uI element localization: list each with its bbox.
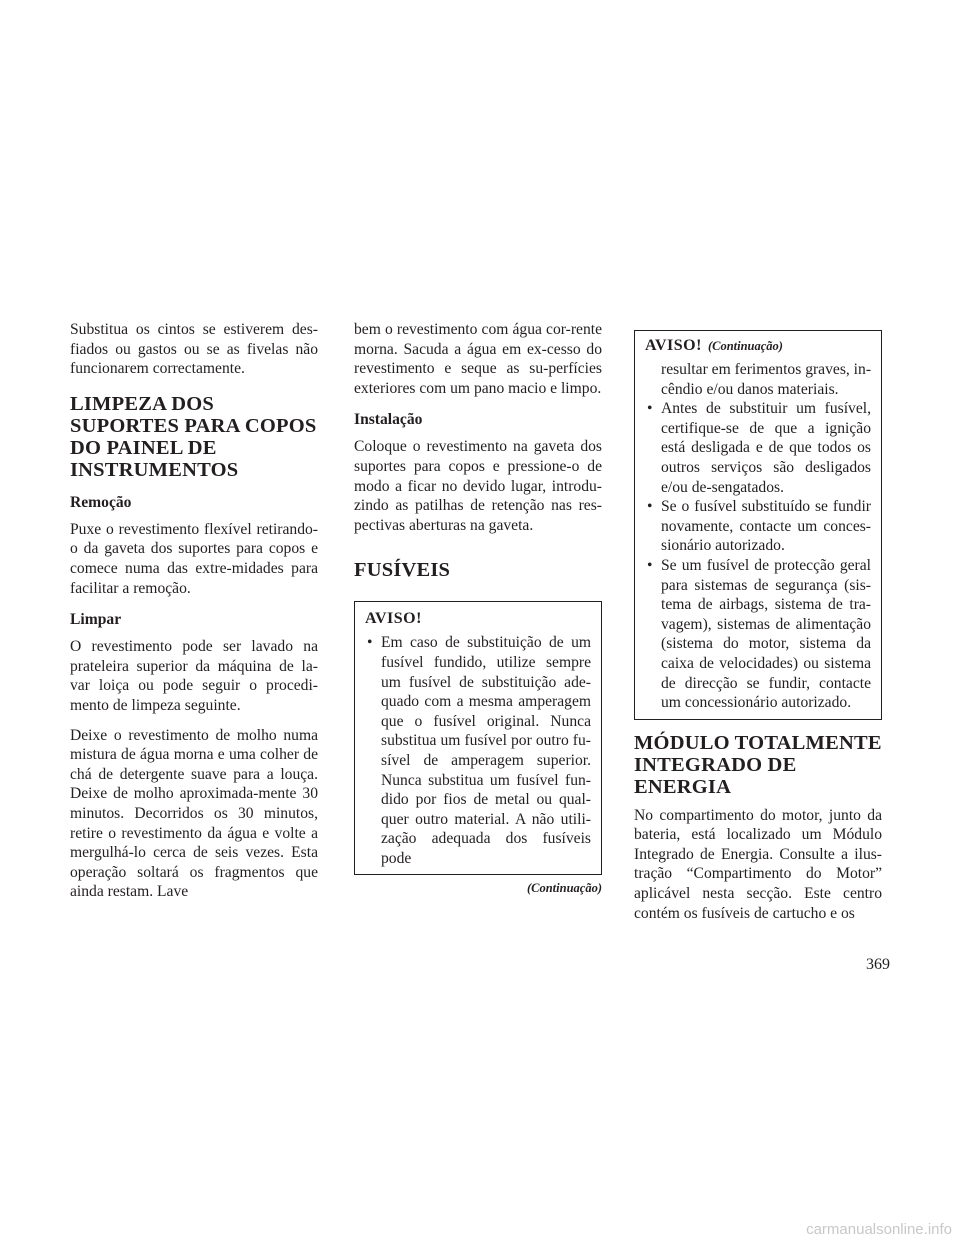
warning-list xyxy=(365,633,591,868)
warning-item: • Em caso de substituição de um fusível fundido, utilize sempre um fusível de substituição ade-quado com a mesma amperagem que o fusível original. Nunca substitua um fusível por outro fu-sível de amperagem superior. Nunca substitua um fusível fun-dido por fios de metal ou qual-quer outro material. A não utili-zação adequada dos fusíveis pode xyxy=(365,633,591,868)
power-module-paragraph: No compartimento do motor, junto da bateria, está localizado um Módulo Integrado de Energia. Consulte a ilus-tração “Compartimento do Motor” aplicável nesta secção. Este centro contém os fusíveis de cartucho e os xyxy=(634,806,882,922)
removal-paragraph: Puxe o revestimento flexível retirando-o da gaveta dos suportes para copos e comece numa das extre-midades para facilitar a remoção. xyxy=(70,520,318,597)
subheading-install: Instalação xyxy=(354,411,423,429)
warning-list-continued xyxy=(645,399,871,713)
section-heading-cupholder: LIMPEZA DOS SUPORTES PARA COPOS DO PAINEL DE INSTRUMENTOS xyxy=(70,392,317,481)
subheading-clean: Limpar xyxy=(70,611,122,629)
warning-title-text: AVISO! xyxy=(645,337,702,354)
subheading-removal: Remoção xyxy=(70,493,132,511)
warning-item: • Se um fusível de protecção geral para sistemas de segurança (sis-tema de airbags, sistema de tra-vagem), sistemas de alimentação (sistema do motor, sistema da caixa de velocidades) ou sistema de direcção se fundir, contacte um concessionário autorizado. xyxy=(645,556,871,713)
footer-watermark: carmanualsonline.info xyxy=(806,1221,952,1238)
warning-item: • Se o fusível substituído se fundir novamente, contacte um conces-sionário autorizado. xyxy=(645,497,871,556)
section-heading-power-module: MÓDULO TOTALMENTE INTEGRADO DE ENERGIA xyxy=(634,731,882,798)
page-number: 369 xyxy=(866,956,890,973)
column-right xyxy=(634,330,882,923)
warning-continued-label: (Continuação) xyxy=(707,339,783,353)
warning-title: AVISO! xyxy=(365,610,422,628)
warning-box-fuses xyxy=(354,601,602,875)
install-paragraph: Coloque o revestimento na gaveta dos suportes para copos e pressione-o de modo a ficar no devido lugar, introdu-zindo as patilhas de retenção nas res-pectivas aberturas na gaveta. xyxy=(354,438,602,534)
column-middle xyxy=(354,320,602,896)
intro-paragraph: Substitua os cintos se estiverem des-fiados ou gastos ou se as fivelas não funcionarem correctamente. xyxy=(70,321,318,378)
warning-lead-text: resultar em ferimentos graves, in-cêndio e/ou danos materiais. xyxy=(661,361,872,398)
section-heading-fuses: FUSÍVEIS xyxy=(354,559,451,582)
continued-paragraph: bem o revestimento com água cor-rente morna. Sacuda a água em ex-cesso do revestimento e seque as su-perfícies exteriores com um pano macio e limpo. xyxy=(354,321,602,397)
clean-paragraph-2: Deixe o revestimento de molho numa mistura de água morna e uma colher de chá de detergente suave para a louça. Deixe de molho aproximada-mente 30 minutos. Decorridos os 30 minutos, retire o revestimento da água e volte a mergulhá-lo cerca de seis vezes. Esta operação soltará os fragmentos que ainda restam. Lave xyxy=(70,726,318,901)
continued-note: (Continuação) xyxy=(526,881,602,896)
warning-title-continued xyxy=(645,337,871,355)
column-left xyxy=(70,320,318,902)
clean-paragraph-1: O revestimento pode ser lavado na prateleira superior da máquina de la-var loiça ou pode seguir o procedi-mento de limpeza seguinte. xyxy=(70,638,318,714)
warning-item: • Antes de substituir um fusível, certifique-se de que a ignição está desligada e de que todos os outros serviços são desligados e/ou de-sengatados. xyxy=(645,399,871,497)
warning-box-continued xyxy=(634,330,882,720)
